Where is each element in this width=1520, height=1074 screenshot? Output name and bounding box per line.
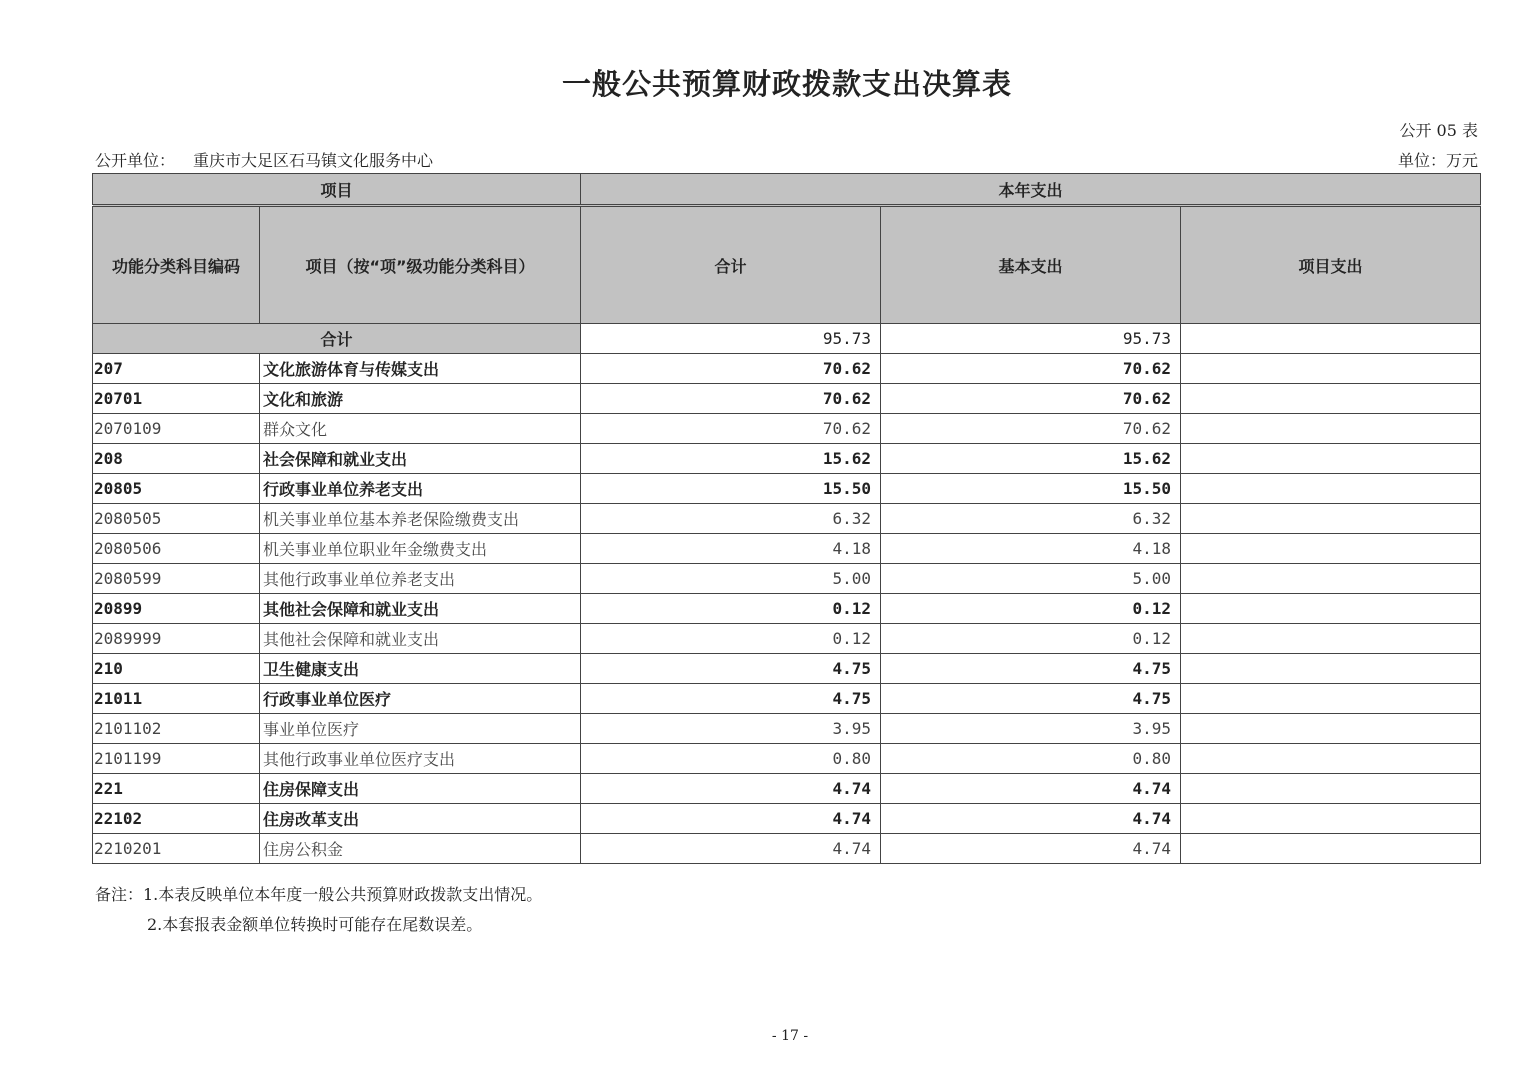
row-basic: 4.75 — [881, 684, 1181, 714]
notes — [95, 880, 542, 940]
row-code: 2101199 — [93, 744, 260, 774]
row-basic: 4.74 — [881, 774, 1181, 804]
table-row — [93, 714, 1481, 744]
row-project — [1181, 834, 1481, 864]
total-project — [1181, 324, 1481, 354]
row-basic: 70.62 — [881, 414, 1181, 444]
row-project — [1181, 654, 1481, 684]
total-basic: 95.73 — [881, 324, 1181, 354]
table-row — [93, 774, 1481, 804]
table-row — [93, 414, 1481, 444]
row-code: 210 — [93, 654, 260, 684]
row-basic: 3.95 — [881, 714, 1181, 744]
table-row — [93, 384, 1481, 414]
row-total: 4.74 — [581, 834, 881, 864]
row-code: 2101102 — [93, 714, 260, 744]
row-code: 2070109 — [93, 414, 260, 444]
table-row — [93, 504, 1481, 534]
currency-unit: 单位：万元 — [1397, 151, 1478, 170]
row-name: 事业单位医疗 — [260, 714, 581, 744]
row-project — [1181, 714, 1481, 744]
row-basic: 15.50 — [881, 474, 1181, 504]
reporting-unit-label: 公开单位： — [95, 151, 176, 170]
row-project — [1181, 414, 1481, 444]
row-name: 住房公积金 — [260, 834, 581, 864]
row-name: 住房保障支出 — [260, 774, 581, 804]
row-code: 20805 — [93, 474, 260, 504]
header-item: 项目 — [93, 174, 581, 206]
row-project — [1181, 504, 1481, 534]
row-total: 4.74 — [581, 804, 881, 834]
row-basic: 0.12 — [881, 594, 1181, 624]
table-row — [93, 624, 1481, 654]
note-1: 备注：1.本表反映单位本年度一般公共预算财政拨款支出情况。 — [95, 885, 543, 904]
table-row — [93, 474, 1481, 504]
row-project — [1181, 684, 1481, 714]
row-total: 15.50 — [581, 474, 881, 504]
row-code: 2210201 — [93, 834, 260, 864]
row-name: 行政事业单位养老支出 — [260, 474, 581, 504]
row-total: 15.62 — [581, 444, 881, 474]
form-number: 公开 05 表 — [1399, 121, 1478, 140]
table-row — [93, 684, 1481, 714]
row-code: 2080506 — [93, 534, 260, 564]
table-row — [93, 354, 1481, 384]
row-project — [1181, 624, 1481, 654]
row-basic: 4.18 — [881, 534, 1181, 564]
table-row — [93, 834, 1481, 864]
row-project — [1181, 564, 1481, 594]
header-total: 合计 — [581, 206, 881, 324]
row-basic: 6.32 — [881, 504, 1181, 534]
row-code: 221 — [93, 774, 260, 804]
row-project — [1181, 774, 1481, 804]
row-project — [1181, 354, 1481, 384]
row-code: 22102 — [93, 804, 260, 834]
total-row — [93, 324, 1481, 354]
row-code: 21011 — [93, 684, 260, 714]
total-sum: 95.73 — [581, 324, 881, 354]
row-code: 2080505 — [93, 504, 260, 534]
page-number: - 17 - — [771, 1028, 809, 1044]
row-name: 机关事业单位职业年金缴费支出 — [260, 534, 581, 564]
table-row — [93, 654, 1481, 684]
row-total: 4.74 — [581, 774, 881, 804]
table-row — [93, 594, 1481, 624]
header-current-year: 本年支出 — [581, 174, 1481, 206]
row-total: 4.75 — [581, 684, 881, 714]
row-total: 5.00 — [581, 564, 881, 594]
row-basic: 4.75 — [881, 654, 1181, 684]
row-total: 3.95 — [581, 714, 881, 744]
row-total: 0.80 — [581, 744, 881, 774]
row-code: 2080599 — [93, 564, 260, 594]
table-row — [93, 804, 1481, 834]
row-basic: 70.62 — [881, 384, 1181, 414]
row-name: 文化旅游体育与传媒支出 — [260, 354, 581, 384]
row-name: 机关事业单位基本养老保险缴费支出 — [260, 504, 581, 534]
row-basic: 70.62 — [881, 354, 1181, 384]
reporting-unit — [95, 148, 433, 171]
row-total: 4.18 — [581, 534, 881, 564]
row-total: 6.32 — [581, 504, 881, 534]
header-basic: 基本支出 — [881, 206, 1181, 324]
row-project — [1181, 474, 1481, 504]
row-total: 70.62 — [581, 384, 881, 414]
row-basic: 4.74 — [881, 834, 1181, 864]
row-project — [1181, 804, 1481, 834]
row-project — [1181, 534, 1481, 564]
header-project: 项目支出 — [1181, 206, 1481, 324]
row-project — [1181, 384, 1481, 414]
row-basic: 0.12 — [881, 624, 1181, 654]
row-name: 卫生健康支出 — [260, 654, 581, 684]
row-project — [1181, 444, 1481, 474]
row-basic: 5.00 — [881, 564, 1181, 594]
table-row — [93, 444, 1481, 474]
table-row — [93, 534, 1481, 564]
expenditure-table — [92, 173, 1481, 864]
page-title: 一般公共预算财政拨款支出决算表 — [561, 67, 1012, 101]
row-code: 207 — [93, 354, 260, 384]
row-name: 其他行政事业单位医疗支出 — [260, 744, 581, 774]
row-total: 0.12 — [581, 624, 881, 654]
table-row — [93, 564, 1481, 594]
row-name: 其他行政事业单位养老支出 — [260, 564, 581, 594]
row-name: 文化和旅游 — [260, 384, 581, 414]
row-name: 行政事业单位医疗 — [260, 684, 581, 714]
row-project — [1181, 594, 1481, 624]
note-2: 2.本套报表金额单位转换时可能存在尾数误差。 — [147, 915, 483, 934]
row-name: 群众文化 — [260, 414, 581, 444]
row-basic: 0.80 — [881, 744, 1181, 774]
row-basic: 15.62 — [881, 444, 1181, 474]
row-total: 70.62 — [581, 414, 881, 444]
row-code: 20701 — [93, 384, 260, 414]
total-label: 合计 — [93, 324, 581, 354]
header-code: 功能分类科目编码 — [93, 206, 260, 324]
row-total: 4.75 — [581, 654, 881, 684]
header-name: 项目（按“项”级功能分类科目） — [260, 206, 581, 324]
row-name: 其他社会保障和就业支出 — [260, 594, 581, 624]
row-basic: 4.74 — [881, 804, 1181, 834]
reporting-unit-name: 重庆市大足区石马镇文化服务中心 — [193, 151, 434, 170]
row-name: 其他社会保障和就业支出 — [260, 624, 581, 654]
row-total: 0.12 — [581, 594, 881, 624]
row-total: 70.62 — [581, 354, 881, 384]
row-name: 住房改革支出 — [260, 804, 581, 834]
row-code: 20899 — [93, 594, 260, 624]
row-project — [1181, 744, 1481, 774]
table-row — [93, 744, 1481, 774]
row-code: 208 — [93, 444, 260, 474]
row-name: 社会保障和就业支出 — [260, 444, 581, 474]
row-code: 2089999 — [93, 624, 260, 654]
